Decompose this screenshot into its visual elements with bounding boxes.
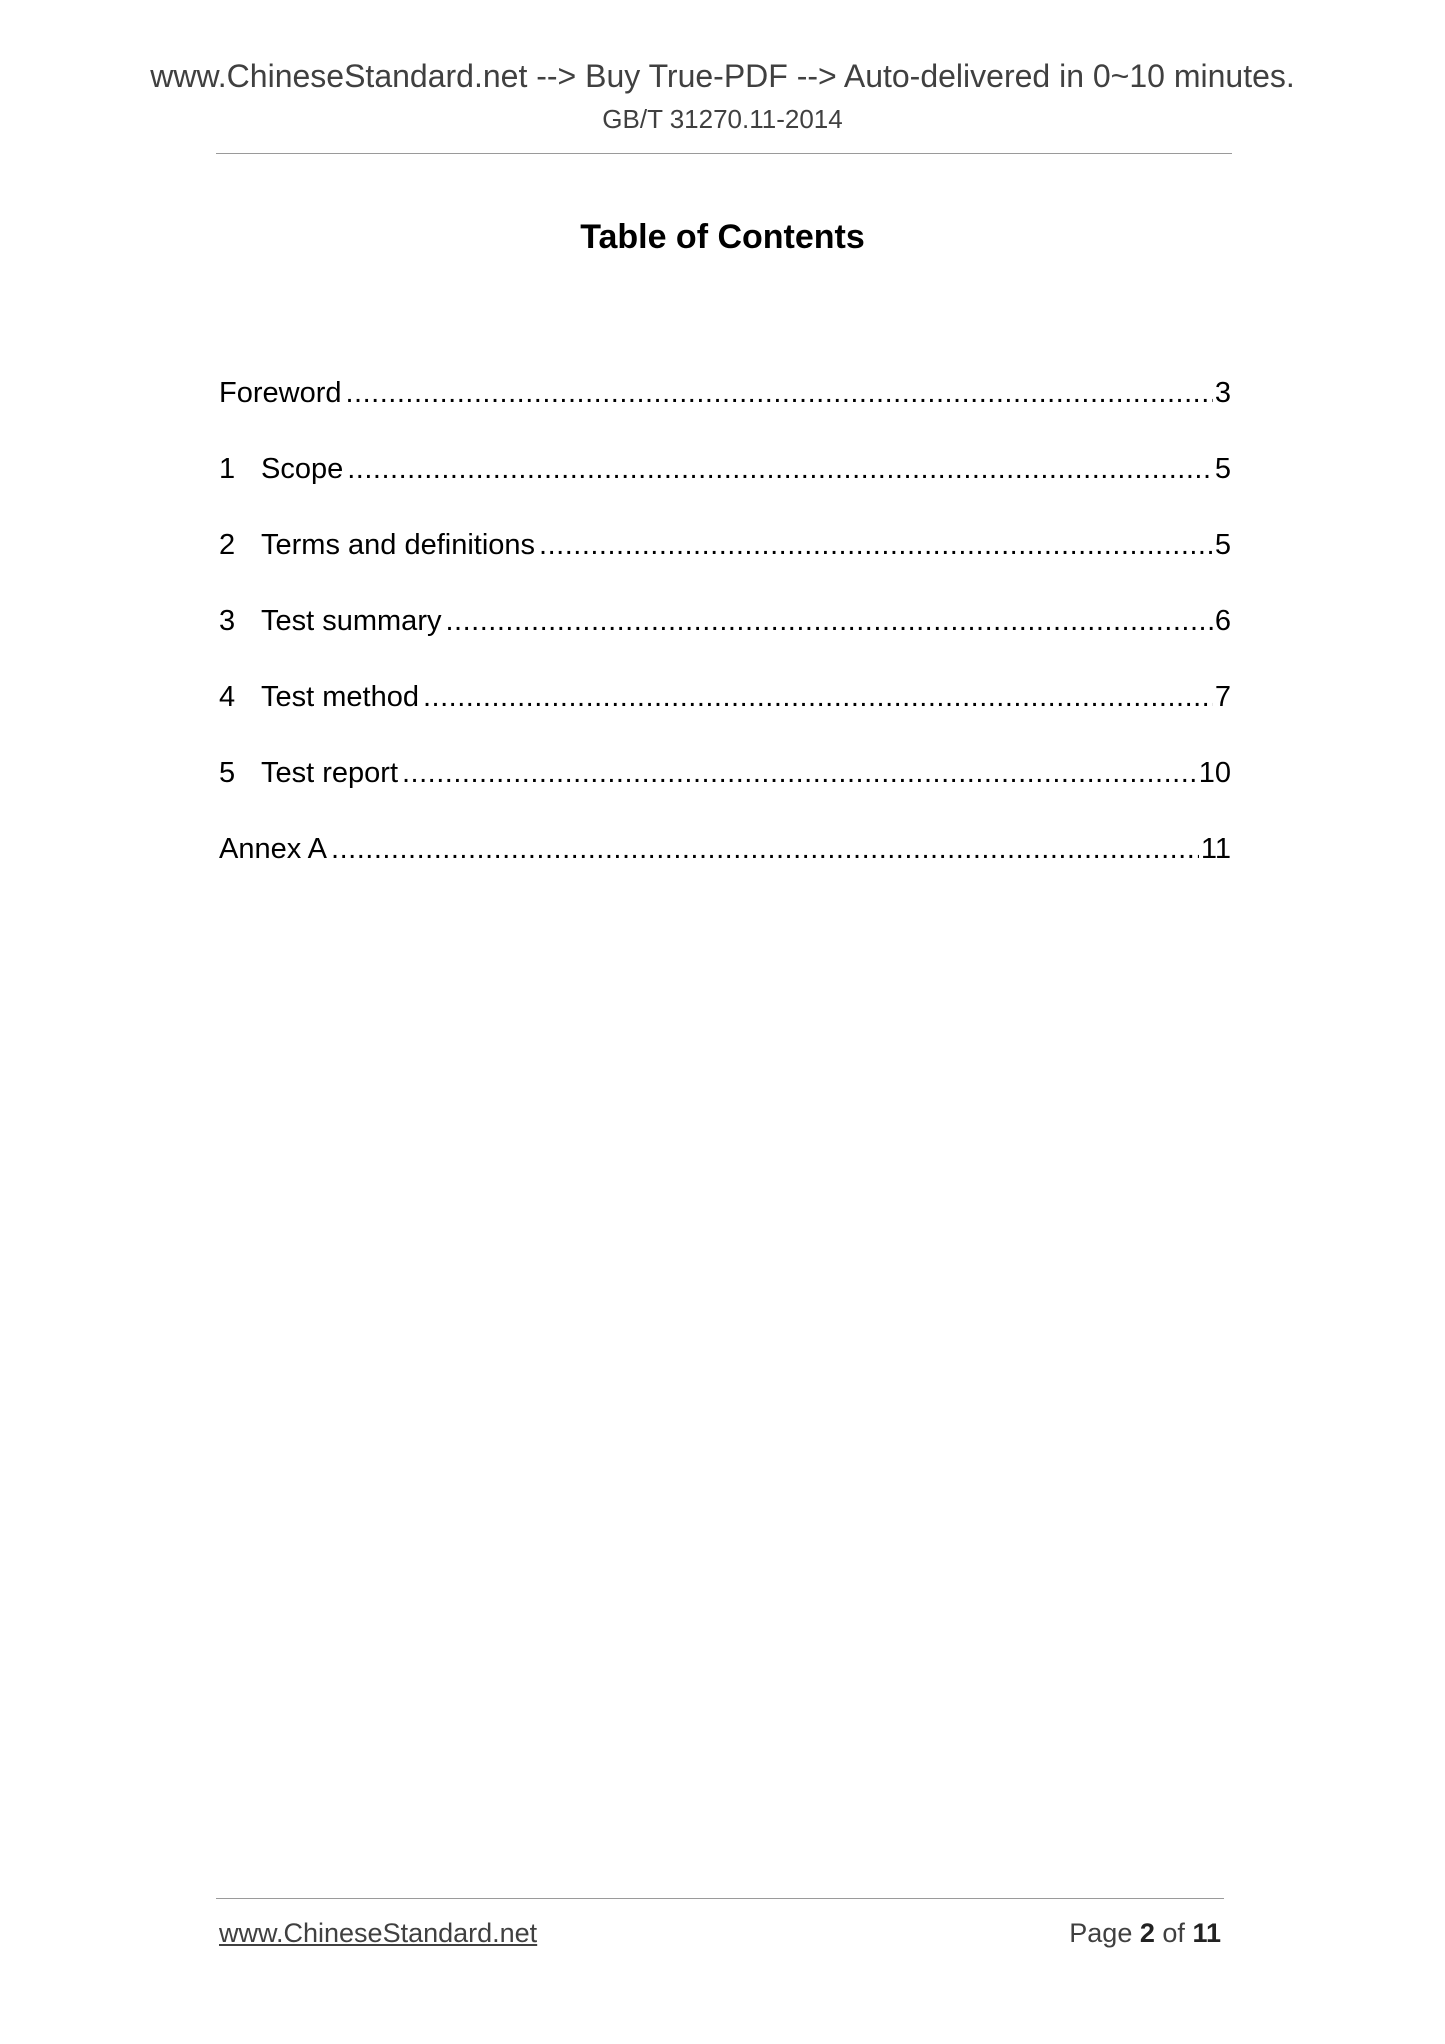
toc-entry-test-method[interactable] (219, 678, 1231, 754)
toc-entry-label: Test method (261, 681, 419, 713)
page-current: 2 (1139, 1918, 1155, 1948)
toc-dot-leader (445, 602, 1212, 640)
toc-entry-label: Foreword (219, 377, 342, 409)
toc-entry-page: 6 (1214, 605, 1231, 637)
footer-divider (216, 1898, 1224, 1899)
toc-entry-label: Annex A (219, 833, 328, 865)
toc-title: Table of Contents (580, 218, 865, 256)
toc-entry-label: Test report (261, 757, 398, 789)
toc-dot-leader (346, 374, 1213, 412)
toc-entry-terms-and-definitions[interactable] (219, 526, 1231, 602)
toc-entry-number: 5 (219, 757, 236, 789)
toc-dot-leader (331, 830, 1199, 868)
toc-entry-page: 5 (1214, 529, 1231, 561)
toc-entry-page: 10 (1198, 757, 1231, 789)
page-of: of (1162, 1918, 1185, 1948)
toc-entry-foreword[interactable] (219, 374, 1231, 450)
toc-dot-leader (539, 526, 1213, 564)
toc-entry-page: 11 (1200, 833, 1231, 865)
toc-entry-label: Test summary (261, 605, 442, 637)
toc-entry-page: 3 (1214, 377, 1231, 409)
toc-entry-number: 1 (219, 453, 236, 485)
toc-entry-scope[interactable] (219, 450, 1231, 526)
page-total: 11 (1192, 1918, 1221, 1948)
page-prefix: Page (1069, 1918, 1133, 1948)
toc-dot-leader (402, 754, 1197, 792)
standard-code: GB/T 31270.11-2014 (602, 104, 843, 134)
toc-entry-number: 3 (219, 605, 236, 637)
header-divider (216, 153, 1232, 154)
toc-dot-leader (347, 450, 1213, 488)
toc-entry-page: 7 (1214, 681, 1231, 713)
toc-entry-page: 5 (1214, 453, 1231, 485)
page-indicator (1069, 1918, 1221, 1949)
toc-entry-test-summary[interactable] (219, 602, 1231, 678)
toc-entry-annex-a[interactable] (219, 830, 1231, 906)
header-banner: www.ChineseStandard.net --> Buy True-PDF --> Auto-delivered in 0~10 minutes. (150, 58, 1295, 94)
toc-dot-leader (423, 678, 1213, 716)
toc-list (219, 374, 1231, 906)
toc-entry-number: 4 (219, 681, 236, 713)
toc-entry-test-report[interactable] (219, 754, 1231, 830)
toc-entry-number: 2 (219, 529, 236, 561)
toc-entry-label: Terms and definitions (261, 529, 536, 561)
footer-site-link[interactable]: www.ChineseStandard.net (219, 1918, 538, 1948)
toc-entry-label: Scope (261, 453, 344, 485)
